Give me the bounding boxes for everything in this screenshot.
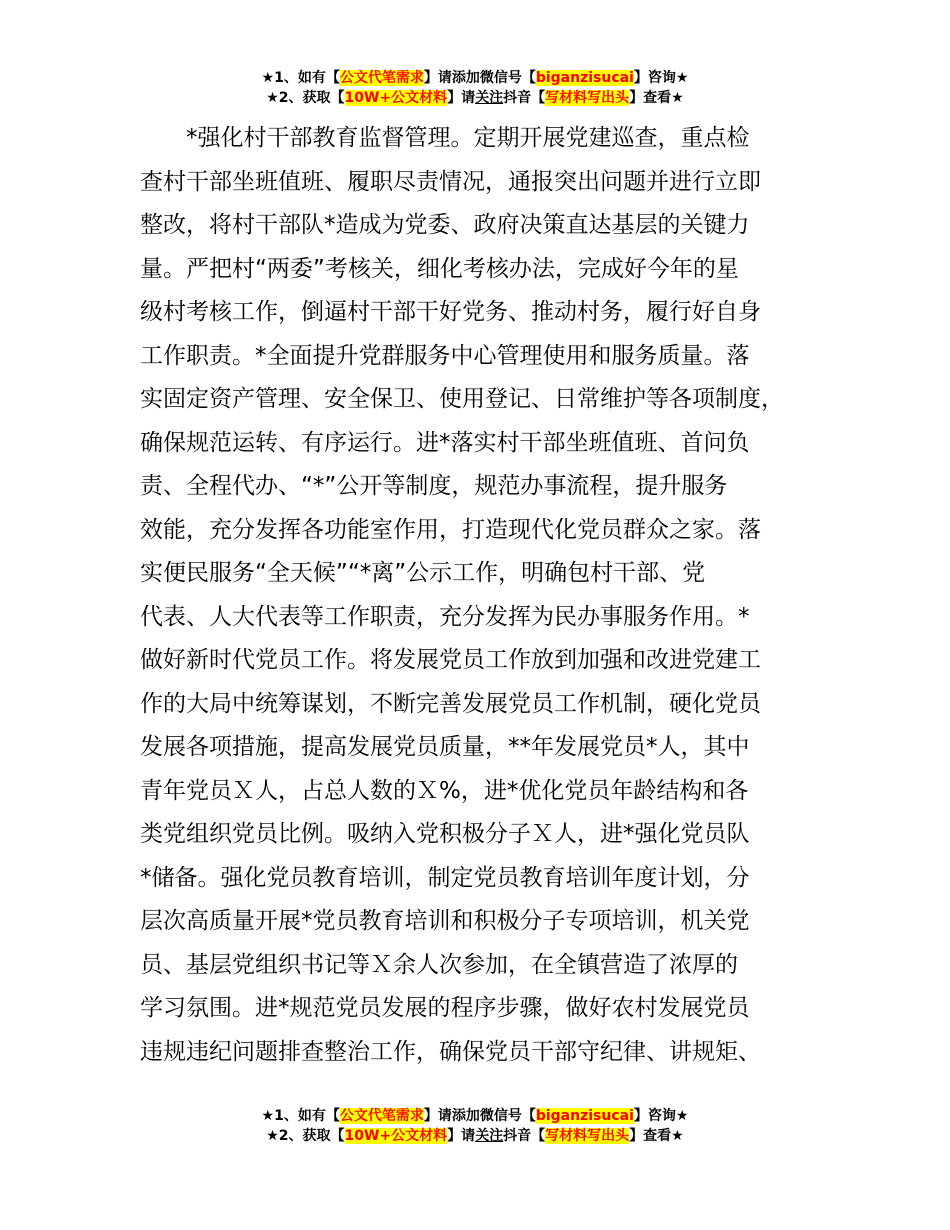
body-line: 工作职责。*全面提升党群服务中心管理使用和服务质量。落 <box>140 342 750 369</box>
banner-text: 】咨询★ <box>633 70 689 86</box>
banner-highlight: biganzisucai <box>535 1108 634 1124</box>
body-line: 层次高质量开展*党员教育培训和积极分子专项培训，机关党 <box>140 908 750 934</box>
body-line: 确保规范运转、有序运行。进*落实村干部坐班值班、首问负 <box>140 429 750 456</box>
body-line: 做好新时代党员工作。将发展党员工作放到加强和改进党建工 <box>140 647 761 673</box>
banner-text: 】咨询★ <box>633 1108 689 1124</box>
body-line: 查村干部坐班值班、履职尽责情况，通报突出问题并进行立即 <box>140 168 761 195</box>
body-line: 责、全程代办、“*”公开等制度，规范办事流程，提升服务 <box>140 473 728 499</box>
banner-highlight: 写材料写出头 <box>545 90 630 106</box>
banner-underlined-text: 关注 <box>475 1128 504 1144</box>
body-line: 实便民服务“全天候”“*离”公示工作，明确包村干部、党 <box>140 560 706 586</box>
banner-text: 】请添加微信号【 <box>423 70 536 86</box>
banner-highlight: biganzisucai <box>535 70 634 86</box>
banner-highlight: 10W+公文材料 <box>344 1128 448 1144</box>
banner-highlight: 写材料写出头 <box>545 1128 630 1144</box>
body-line: 量。严把村“两委”考核关，细化考核办法，完成好今年的星 <box>140 255 739 282</box>
banner-text: ★1、如有【 <box>261 1108 340 1124</box>
banner-text: 】请 <box>447 1128 476 1144</box>
banner-text: ★1、如有【 <box>261 70 340 86</box>
banner-line-1 <box>0 68 950 88</box>
body-line: 整改，将村干部队*造成为党委、政府决策直达基层的关键力 <box>140 212 750 238</box>
body-line: 违规违纪问题排查整治工作，确保党员干部守纪律、讲规矩、 <box>140 1038 761 1065</box>
document-body <box>140 117 830 1074</box>
body-line: 发展各项措施，提高发展党员质量，**年发展党员*人，其中 <box>140 734 750 760</box>
banner-line-2 <box>0 88 950 108</box>
body-line: 效能，充分发挥各功能室作用，打造现代化党员群众之家。落 <box>140 516 761 543</box>
body-line: 类党组织党员比例。吸纳入党积极分子Ｘ人，进*强化党员队 <box>140 821 750 847</box>
body-line: 级村考核工作，倒逼村干部干好党务、推动村务，履行好自身 <box>140 299 761 325</box>
banner-line-2 <box>0 1126 950 1146</box>
body-line: *储备。强化党员教育培训，制定党员教育培训年度计划，分 <box>140 864 750 891</box>
banner-highlight: 公文代笔需求 <box>339 70 424 86</box>
banner-text: 抖音【 <box>503 1128 546 1144</box>
body-line: 作的大局中统筹谋划，不断完善发展党员工作机制，硬化党员 <box>140 690 761 717</box>
body-line: *强化村干部教育监督管理。定期开展党建巡查，重点检 <box>186 125 750 151</box>
banner-text: 】查看★ <box>629 1128 684 1144</box>
banner-text: ★2、获取【 <box>266 1128 345 1144</box>
banner-highlight: 公文代笔需求 <box>339 1108 424 1124</box>
footer-banner <box>0 1106 950 1146</box>
banner-text: ★2、获取【 <box>266 90 345 106</box>
banner-highlight: 10W+公文材料 <box>344 90 448 106</box>
body-line: 青年党员Ｘ人，占总人数的Ｘ%，进*优化党员年龄结构和各 <box>140 777 749 804</box>
banner-underlined-text: 关注 <box>475 90 504 106</box>
body-line: 代表、人大代表等工作职责，充分发挥为民办事服务作用。* <box>140 603 750 630</box>
banner-line-1 <box>0 1106 950 1126</box>
banner-text: 】请 <box>447 90 476 106</box>
banner-text: 抖音【 <box>503 90 546 106</box>
header-banner <box>0 68 950 108</box>
banner-text: 】请添加微信号【 <box>423 1108 536 1124</box>
body-line: 学习氛围。进*规范党员发展的程序步骤，做好农村发展党员 <box>140 995 750 1021</box>
banner-text: 】查看★ <box>629 90 684 106</box>
body-line: 实固定资产管理、安全保卫、使用登记、日常维护等各项制度， <box>140 386 784 412</box>
body-line: 员、基层党组织书记等Ｘ余人次参加，在全镇营造了浓厚的 <box>140 951 738 978</box>
